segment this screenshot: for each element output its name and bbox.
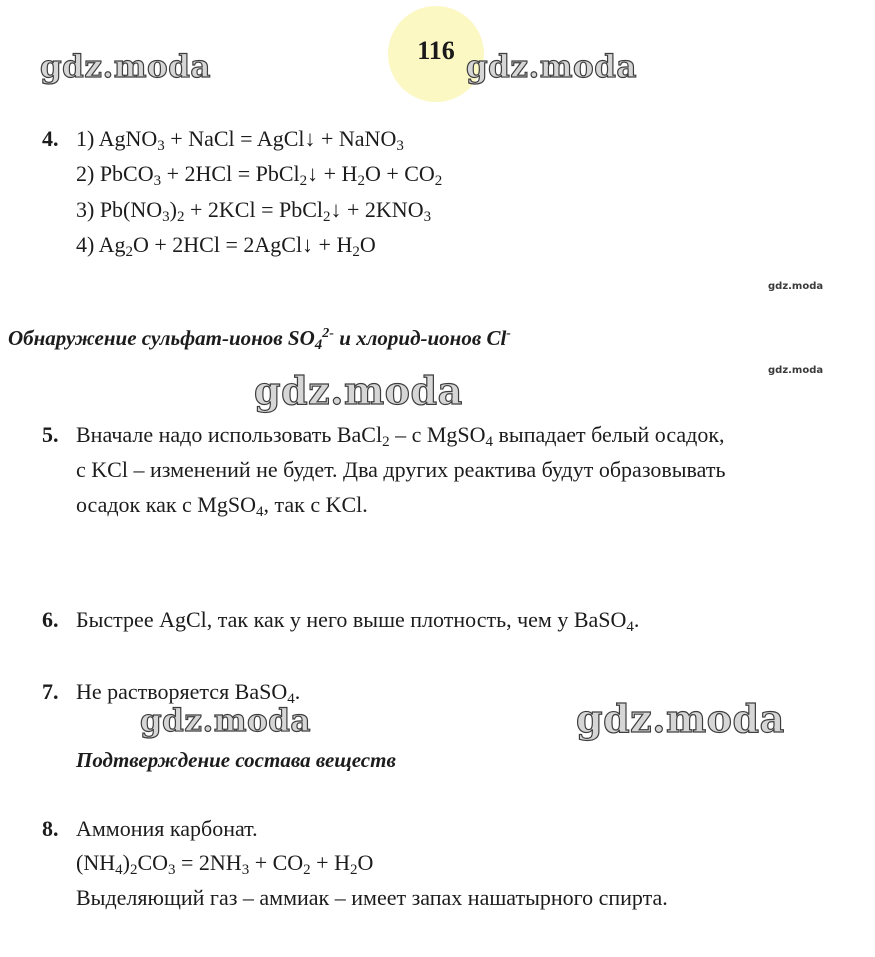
task-5-line-2: с KCl – изменений не будет. Два других реактива будут образовывать <box>76 457 726 482</box>
task-6-number: 6. <box>42 607 59 632</box>
task-7-number: 7. <box>42 679 59 704</box>
task-5-line-3: осадок как с MgSO$_4$, так с KCl. <box>76 492 368 520</box>
task-5-line-1: Вначале надо использовать BaCl$_2$ – с MgSO$_4$ выпадает белый осадок, <box>76 422 725 450</box>
task-8-line-3: Выделяющий газ – аммиак – имеет запах нашатырного спирта. <box>76 885 668 910</box>
reaction-3: 3) $Pb(NO_3)_2 + 2KCl$ = PbCl$_2$↓ + $2KNO_3$ <box>76 197 432 225</box>
task-7-text: Не растворяется BaSO$_4$. <box>76 679 301 707</box>
task-4-number: 4. <box>42 126 59 151</box>
page-number: 116 <box>417 36 455 65</box>
section-title-composition: Подтверждение состава веществ <box>76 748 396 772</box>
task-8-number: 8. <box>42 816 59 841</box>
watermark: gdz.moda <box>576 696 785 741</box>
reaction-4: 4) $Ag_2O + 2HCl$ = 2AgCl↓ + $H_2O$ <box>76 232 376 260</box>
watermark: gdz.moda <box>466 49 637 85</box>
task-8-line-1: Аммония карбонат. <box>76 816 258 841</box>
task-5-number: 5. <box>42 422 59 447</box>
watermark: gdz.moda <box>140 703 311 739</box>
watermark: gdz.moda <box>40 49 211 85</box>
reaction-2: 2) PbCO$_3$ + 2HCl = PbCl$_2$↓ + $H_2O + CO_2$ <box>76 161 443 189</box>
watermark: gdz.moda <box>254 368 463 413</box>
watermark: gdz.moda <box>768 281 824 292</box>
reaction-1: 1) AgNO$_3$ + NaCl = AgCl↓ + NaNO$_3$ <box>76 126 404 154</box>
section-title-sulfate-chloride: Обнаружение сульфат-ионов $SO_4^{2-}$ и хлорид-ионов Cl- <box>8 326 511 353</box>
task-6-text: Быстрее AgCl, так как у него выше плотность, чем у BaSO$_4$. <box>76 607 640 635</box>
watermark: gdz.moda <box>768 365 824 376</box>
task-8-equation: $(NH_4)_2CO_3 = 2NH_3 + CO_2 + H_2O$ <box>76 850 374 878</box>
